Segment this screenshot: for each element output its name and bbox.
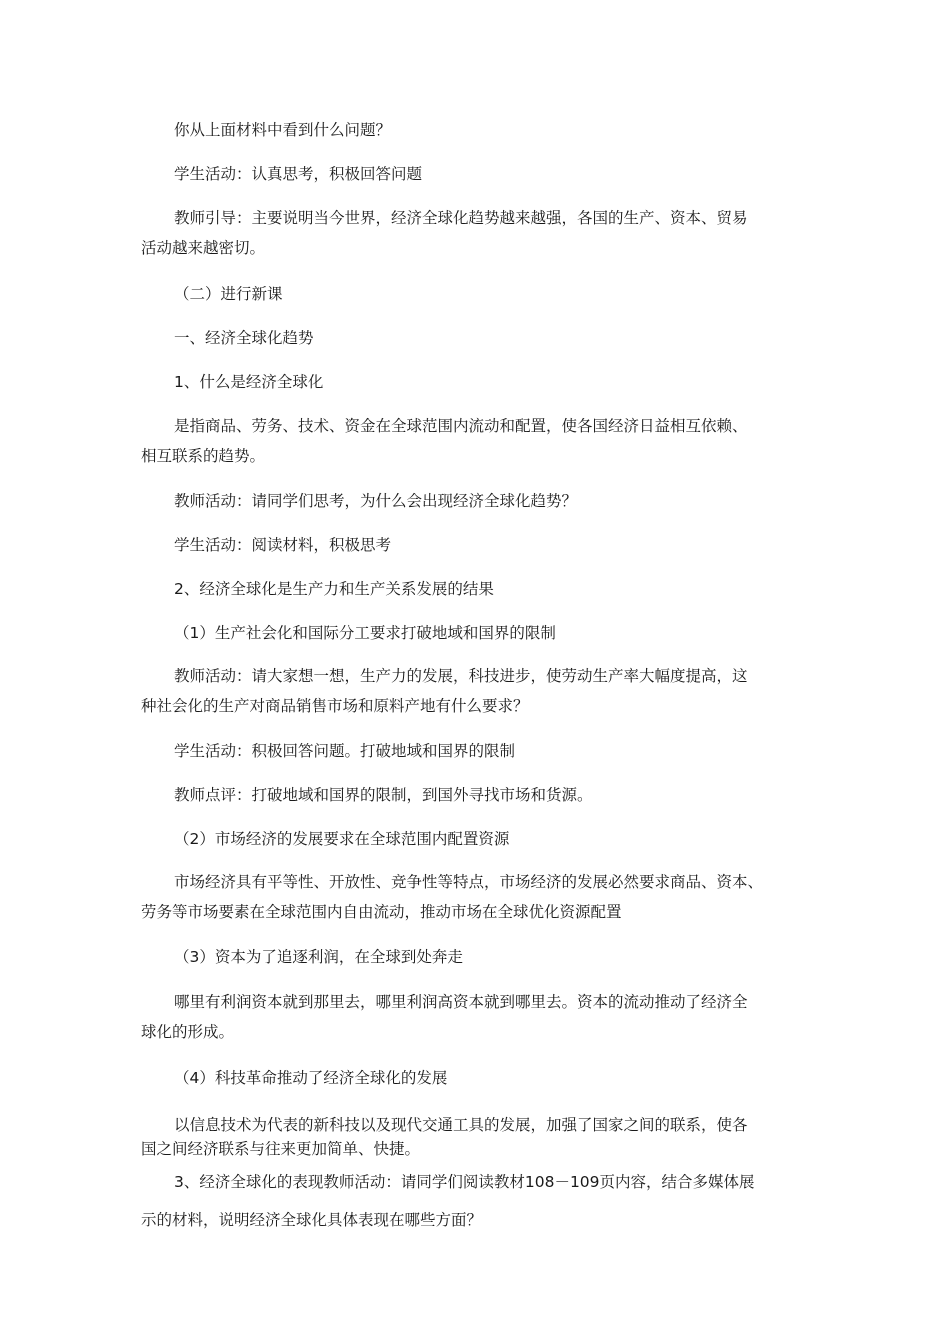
subheading-globalization-manifestation: [141, 1170, 816, 1232]
text-line: 球化的形成。: [141, 1023, 235, 1041]
text-line: 学生活动：认真思考，积极回答问题: [174, 165, 423, 183]
text-line: 劳务等市场要素在全球范围内自由流动，推动市场在全球优化资源配置: [141, 903, 622, 921]
text-line: 2、经济全球化是生产力和生产关系发展的结果: [174, 580, 494, 598]
text-line: （1）生产社会化和国际分工要求打破地域和国界的限制: [174, 624, 556, 642]
subheading-productive-forces: [141, 577, 816, 601]
text-line: （3）资本为了追逐利润，在全球到处奔走: [174, 948, 463, 966]
paragraph-teacher-guide: [141, 206, 816, 260]
point-3-heading: [141, 945, 816, 969]
paragraph-teacher-activity: [141, 664, 816, 718]
subheading-what-is-globalization: [141, 370, 816, 394]
text-line: 3、经济全球化的表现教师活动：请同学们阅读教材108－109页内容，结合多媒体展: [174, 1173, 755, 1191]
text-line: 以信息技术为代表的新科技以及现代交通工具的发展，加强了国家之间的联系，使各: [174, 1116, 748, 1134]
text-line: 学生活动：阅读材料，积极思考: [174, 536, 392, 554]
point-2-heading: [141, 827, 816, 851]
point-1-heading: [141, 621, 816, 645]
paragraph-teacher-activity: [141, 489, 816, 513]
text-line: （4）科技革命推动了经济全球化的发展: [174, 1069, 448, 1087]
text-line: 教师活动：请同学们思考，为什么会出现经济全球化趋势？: [174, 492, 578, 510]
text-line: 教师点评：打破地域和国界的限制，到国外寻找市场和货源。: [174, 786, 593, 804]
section-heading-new-lesson: [141, 282, 816, 306]
text-line: （2）市场经济的发展要求在全球范围内配置资源: [174, 830, 510, 848]
text-line: 哪里有利润资本就到那里去，哪里利润高资本就到哪里去。资本的流动推动了经济全: [174, 993, 748, 1011]
paragraph-student-activity: [141, 162, 816, 186]
paragraph-student-activity: [141, 533, 816, 557]
text-line: 市场经济具有平等性、开放性、竞争性等特点，市场经济的发展必然要求商品、资本、: [174, 873, 764, 891]
text-line: 教师引导：主要说明当今世界，经济全球化趋势越来越强，各国的生产、资本、贸易: [174, 209, 748, 227]
paragraph-teacher-comment: [141, 783, 816, 807]
text-line: 示的材料，说明经济全球化具体表现在哪些方面？: [141, 1211, 483, 1229]
text-line: 你从上面材料中看到什么问题？: [174, 121, 392, 139]
text-line: （二）进行新课: [174, 285, 283, 303]
section-heading-globalization-trend: [141, 326, 816, 350]
paragraph-definition: [141, 414, 816, 468]
paragraph-capital-flow: [141, 990, 816, 1044]
text-line: 1、什么是经济全球化: [174, 373, 324, 391]
paragraph-question: [141, 118, 816, 142]
paragraph-student-activity: [141, 739, 816, 763]
text-line: 种社会化的生产对商品销售市场和原料产地有什么要求？: [141, 697, 529, 715]
text-line: 是指商品、劳务、技术、资金在全球范围内流动和配置，使各国经济日益相互依赖、: [174, 417, 748, 435]
text-line: 一、经济全球化趋势: [174, 329, 314, 347]
point-4-heading: [141, 1066, 816, 1090]
text-line: 教师活动：请大家想一想，生产力的发展，科技进步，使劳动生产率大幅度提高，这: [174, 667, 748, 685]
paragraph-technology: [141, 1113, 816, 1161]
text-line: 国之间经济联系与往来更加简单、快捷。: [141, 1140, 421, 1158]
paragraph-market-economy: [141, 870, 816, 924]
text-line: 学生活动：积极回答问题。打破地域和国界的限制: [174, 742, 516, 760]
text-line: 活动越来越密切。: [141, 239, 266, 257]
text-line: 相互联系的趋势。: [141, 447, 266, 465]
